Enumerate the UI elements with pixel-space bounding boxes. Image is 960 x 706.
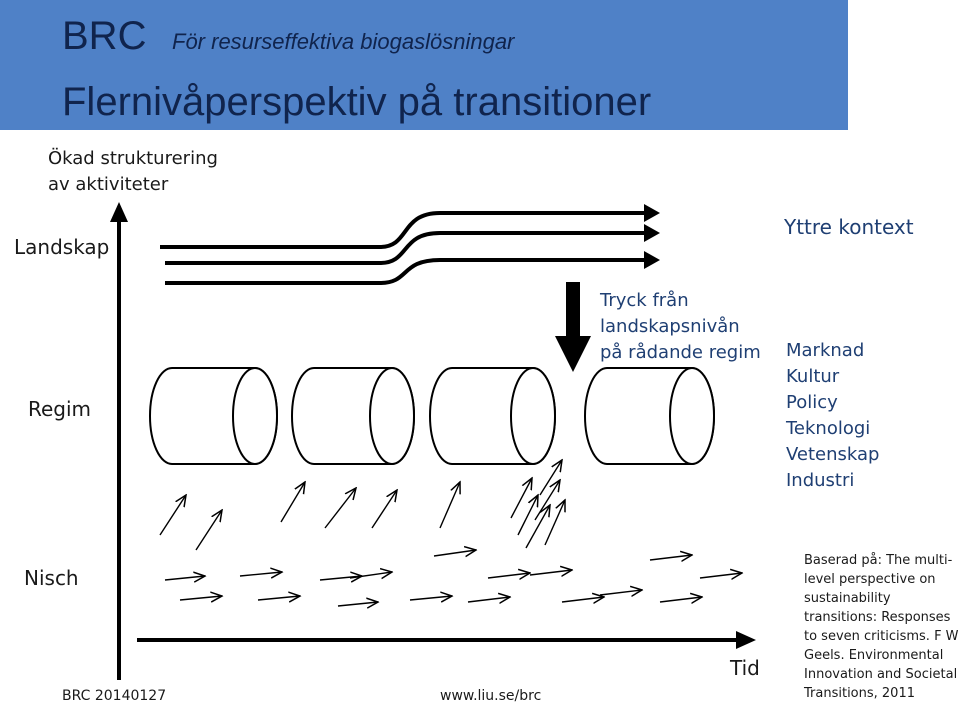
regime-dimension: Policy xyxy=(786,392,838,413)
regime-cylinders xyxy=(150,368,714,464)
regime-dimensions-list xyxy=(786,338,879,494)
x-axis xyxy=(137,631,756,649)
regime-cylinder xyxy=(430,368,555,464)
landscape-context-label: Yttre kontext xyxy=(784,215,914,239)
footer-date: BRC 20140127 xyxy=(62,688,167,704)
regime-dimension: Marknad xyxy=(786,340,865,361)
level-landscape: Landskap xyxy=(14,235,110,259)
regime-dimension: Vetenskap xyxy=(786,444,880,465)
reference-citation: Baserad på: The multi-level perspective on sustainability transitions: Responses to seven criticisms. F W Geels. Environmental Innovation and Societal Transitions, 2011 xyxy=(804,553,959,701)
pressure-label: Tryck från landskapsnivån på rådande regim xyxy=(600,290,761,363)
regime-cylinder xyxy=(292,368,414,464)
niche-arrows xyxy=(165,550,742,606)
x-axis-label: Tid xyxy=(730,656,760,680)
pressure-arrow xyxy=(555,282,591,372)
regime-dimension: Teknologi xyxy=(786,418,871,439)
slide-title: Flernivåperspektiv på transitioner xyxy=(62,80,652,124)
level-regime: Regim xyxy=(28,397,92,421)
regime-dimension: Kultur xyxy=(786,366,840,387)
brand-name: BRC xyxy=(62,14,147,58)
landscape-arrows xyxy=(160,204,660,283)
brand-subtitle: För resurseffektiva biogaslösningar xyxy=(172,29,515,54)
breakthrough-arrows xyxy=(160,460,565,550)
regime-dimension: Industri xyxy=(786,470,855,491)
regime-cylinder xyxy=(585,368,714,464)
level-niche: Nisch xyxy=(24,566,79,590)
y-axis xyxy=(110,202,128,680)
regime-cylinder xyxy=(150,368,277,464)
y-axis-label: Ökad strukturering av aktiviteter xyxy=(48,148,218,195)
footer-website-link[interactable]: www.liu.se/brc xyxy=(440,688,542,704)
